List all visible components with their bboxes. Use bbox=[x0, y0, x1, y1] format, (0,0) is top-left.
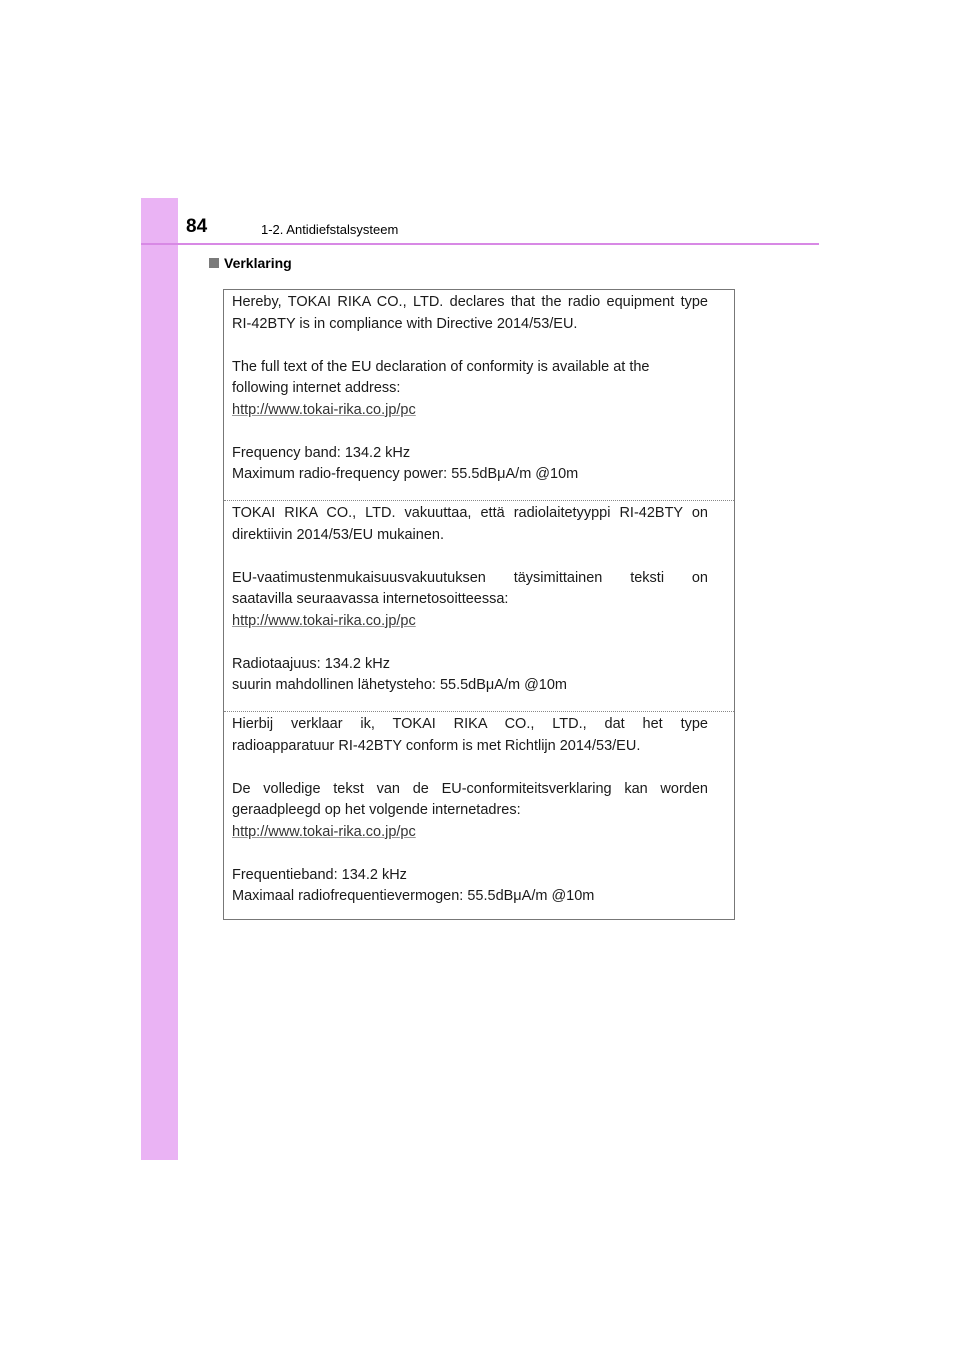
section-title: 1-2. Antidiefstalsysteem bbox=[261, 222, 399, 237]
statement-line-1: Hierbij verklaar ik, TOKAI RIKA CO., LTD., dat het type bbox=[232, 716, 708, 732]
dotted-divider bbox=[224, 500, 734, 501]
dotted-divider bbox=[224, 711, 734, 712]
statement-line-1: Hereby, TOKAI RIKA CO., LTD. declares that the radio equipment type bbox=[232, 294, 708, 310]
max-power: Maximaal radiofrequentievermogen: 55.5dBμA/m @10m bbox=[232, 888, 595, 904]
page-number: 84 bbox=[186, 216, 208, 237]
statement-line-2: RI-42BTY is in compliance with Directive 2014/53/EU. bbox=[232, 315, 578, 332]
declaration-english bbox=[224, 292, 734, 486]
max-power: Maximum radio-frequency power: 55.5dBμA/m @10m bbox=[232, 466, 579, 482]
fulltext-line-2: geraadpleegd op het volgende internetadres: bbox=[232, 802, 521, 818]
declaration-box bbox=[223, 289, 735, 920]
declaration-link[interactable]: http://www.tokai-rika.co.jp/pc bbox=[232, 612, 416, 629]
fulltext-line-1: EU-vaatimustenmukaisuusvakuutuksen täysimittainen teksti on bbox=[232, 569, 708, 586]
side-color-strip bbox=[141, 198, 178, 1160]
fulltext-line-2: saatavilla seuraavassa internetosoitteessa: bbox=[232, 591, 509, 607]
fulltext-line-1: The full text of the EU declaration of conformity is available at the bbox=[232, 358, 650, 375]
declaration-link[interactable]: http://www.tokai-rika.co.jp/pc bbox=[232, 823, 416, 840]
frequency-band: Frequency band: 134.2 kHz bbox=[232, 444, 411, 461]
fulltext-line-2: following internet address: bbox=[232, 380, 401, 396]
declaration-dutch bbox=[224, 714, 734, 908]
statement-line-2: radioapparatuur RI-42BTY conform is met Richtlijn 2014/53/EU. bbox=[232, 737, 641, 754]
frequency-band: Radiotaajuus: 134.2 kHz bbox=[232, 655, 390, 672]
declaration-finnish bbox=[224, 503, 734, 697]
frequency-band: Frequentieband: 134.2 kHz bbox=[232, 866, 407, 883]
declaration-link[interactable]: http://www.tokai-rika.co.jp/pc bbox=[232, 401, 416, 418]
section-heading bbox=[209, 255, 292, 271]
square-bullet-icon bbox=[209, 258, 219, 268]
statement-line-1: TOKAI RIKA CO., LTD. vakuuttaa, että radiolaitetyyppi RI-42BTY on bbox=[232, 505, 708, 521]
fulltext-line-1: De volledige tekst van de EU-conformiteitsverklaring kan worden bbox=[232, 780, 708, 797]
heading-text: Verklaring bbox=[224, 255, 292, 271]
statement-line-2: direktiivin 2014/53/EU mukainen. bbox=[232, 526, 444, 543]
header-rule bbox=[141, 243, 819, 245]
max-power: suurin mahdollinen lähetysteho: 55.5dBμA/m @10m bbox=[232, 677, 568, 693]
